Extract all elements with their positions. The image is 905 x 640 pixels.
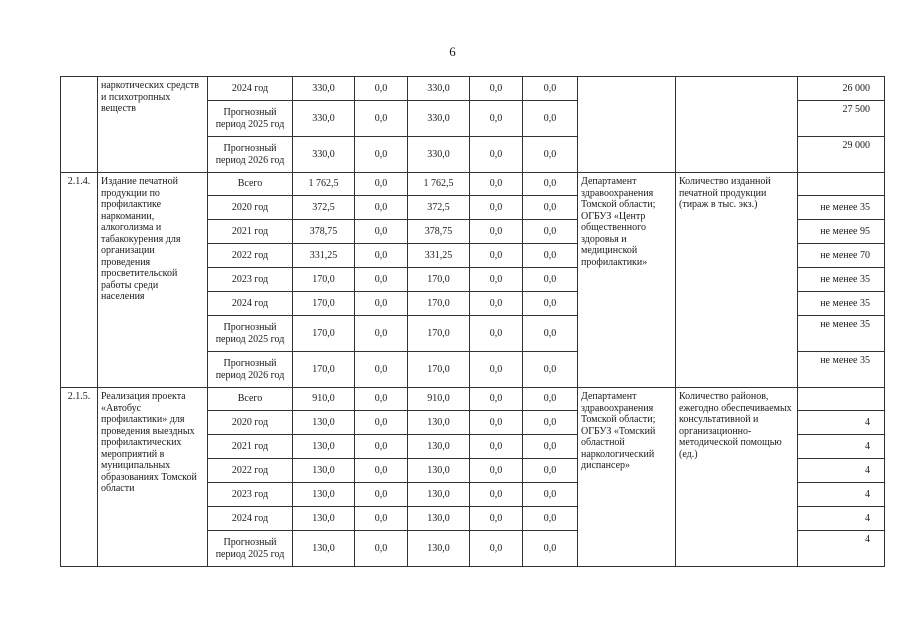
regional-cell: 330,0 <box>408 101 470 137</box>
result-cell: 27 500 <box>798 101 885 137</box>
result-cell: 4 <box>798 435 885 459</box>
federal-cell: 0,0 <box>355 411 408 435</box>
extrabudget-cell: 0,0 <box>523 292 578 316</box>
total-cell: 130,0 <box>293 531 355 567</box>
total-cell: 130,0 <box>293 411 355 435</box>
period-cell: 2024 год <box>208 77 293 101</box>
table-row <box>61 173 885 196</box>
total-cell: 330,0 <box>293 137 355 173</box>
measure-code: 2.1.4. <box>61 173 98 388</box>
total-cell: 1 762,5 <box>293 173 355 196</box>
local-cell: 0,0 <box>470 268 523 292</box>
period-cell: 2024 год <box>208 507 293 531</box>
federal-cell: 0,0 <box>355 101 408 137</box>
total-cell: 330,0 <box>293 101 355 137</box>
extrabudget-cell: 0,0 <box>523 352 578 388</box>
table-row <box>61 388 885 411</box>
result-cell <box>798 388 885 411</box>
total-cell: 170,0 <box>293 352 355 388</box>
total-cell: 372,5 <box>293 196 355 220</box>
regional-cell: 130,0 <box>408 459 470 483</box>
regional-cell: 130,0 <box>408 435 470 459</box>
local-cell: 0,0 <box>470 173 523 196</box>
local-cell: 0,0 <box>470 244 523 268</box>
result-cell: не менее 35 <box>798 316 885 352</box>
federal-cell: 0,0 <box>355 388 408 411</box>
total-cell: 130,0 <box>293 435 355 459</box>
period-cell: 2023 год <box>208 483 293 507</box>
local-cell: 0,0 <box>470 352 523 388</box>
extrabudget-cell: 0,0 <box>523 388 578 411</box>
total-cell: 910,0 <box>293 388 355 411</box>
result-cell: не менее 70 <box>798 244 885 268</box>
local-cell: 0,0 <box>470 531 523 567</box>
federal-cell: 0,0 <box>355 352 408 388</box>
period-cell: 2022 год <box>208 244 293 268</box>
local-cell: 0,0 <box>470 101 523 137</box>
period-cell: 2021 год <box>208 435 293 459</box>
regional-cell: 130,0 <box>408 531 470 567</box>
period-cell: Прогнозный период 2025 год <box>208 531 293 567</box>
indicator-cell <box>676 77 798 173</box>
federal-cell: 0,0 <box>355 268 408 292</box>
local-cell: 0,0 <box>470 459 523 483</box>
indicator-cell: Количество районов, ежегодно обеспечиваемых консультативной и организационно-методической помощью (ед.) <box>676 388 798 567</box>
result-cell: 26 000 <box>798 77 885 101</box>
period-cell: Всего <box>208 173 293 196</box>
regional-cell: 130,0 <box>408 483 470 507</box>
measure-code <box>61 77 98 173</box>
extrabudget-cell: 0,0 <box>523 77 578 101</box>
result-cell: 4 <box>798 531 885 567</box>
local-cell: 0,0 <box>470 507 523 531</box>
executor-cell: Департамент здравоохранения Томской области; ОГБУЗ «Томский областной наркологический диспансер» <box>578 388 676 567</box>
regional-cell: 130,0 <box>408 507 470 531</box>
federal-cell: 0,0 <box>355 77 408 101</box>
extrabudget-cell: 0,0 <box>523 531 578 567</box>
federal-cell: 0,0 <box>355 292 408 316</box>
regional-cell: 170,0 <box>408 352 470 388</box>
total-cell: 170,0 <box>293 292 355 316</box>
period-cell: Прогнозный период 2026 год <box>208 137 293 173</box>
result-cell: не менее 35 <box>798 268 885 292</box>
total-cell: 130,0 <box>293 483 355 507</box>
table-row <box>61 77 885 101</box>
result-cell: 4 <box>798 411 885 435</box>
regional-cell: 330,0 <box>408 77 470 101</box>
federal-cell: 0,0 <box>355 316 408 352</box>
local-cell: 0,0 <box>470 435 523 459</box>
total-cell: 330,0 <box>293 77 355 101</box>
local-cell: 0,0 <box>470 220 523 244</box>
measure-code: 2.1.5. <box>61 388 98 567</box>
regional-cell: 372,5 <box>408 196 470 220</box>
measure-name: Издание печатной продукции по профилактике наркомании, алкоголизма и табакокурения для организации проведения просветительской работы среди населения <box>98 173 208 388</box>
federal-cell: 0,0 <box>355 244 408 268</box>
result-cell: 4 <box>798 459 885 483</box>
local-cell: 0,0 <box>470 483 523 507</box>
result-cell: не менее 35 <box>798 196 885 220</box>
regional-cell: 378,75 <box>408 220 470 244</box>
extrabudget-cell: 0,0 <box>523 196 578 220</box>
regional-cell: 330,0 <box>408 137 470 173</box>
period-cell: Прогнозный период 2025 год <box>208 316 293 352</box>
regional-cell: 1 762,5 <box>408 173 470 196</box>
local-cell: 0,0 <box>470 411 523 435</box>
regional-cell: 170,0 <box>408 316 470 352</box>
extrabudget-cell: 0,0 <box>523 244 578 268</box>
extrabudget-cell: 0,0 <box>523 459 578 483</box>
federal-cell: 0,0 <box>355 507 408 531</box>
federal-cell: 0,0 <box>355 483 408 507</box>
result-cell: не менее 95 <box>798 220 885 244</box>
federal-cell: 0,0 <box>355 459 408 483</box>
total-cell: 130,0 <box>293 459 355 483</box>
total-cell: 170,0 <box>293 268 355 292</box>
period-cell: 2020 год <box>208 411 293 435</box>
regional-cell: 170,0 <box>408 268 470 292</box>
regional-cell: 170,0 <box>408 292 470 316</box>
local-cell: 0,0 <box>470 292 523 316</box>
result-cell: 29 000 <box>798 137 885 173</box>
extrabudget-cell: 0,0 <box>523 137 578 173</box>
federal-cell: 0,0 <box>355 173 408 196</box>
table-body <box>61 77 885 567</box>
result-cell: 4 <box>798 483 885 507</box>
local-cell: 0,0 <box>470 137 523 173</box>
local-cell: 0,0 <box>470 196 523 220</box>
extrabudget-cell: 0,0 <box>523 101 578 137</box>
period-cell: 2024 год <box>208 292 293 316</box>
regional-cell: 130,0 <box>408 411 470 435</box>
result-cell: не менее 35 <box>798 352 885 388</box>
federal-cell: 0,0 <box>355 531 408 567</box>
result-cell: 4 <box>798 507 885 531</box>
federal-cell: 0,0 <box>355 220 408 244</box>
extrabudget-cell: 0,0 <box>523 507 578 531</box>
federal-cell: 0,0 <box>355 137 408 173</box>
extrabudget-cell: 0,0 <box>523 316 578 352</box>
period-cell: 2020 год <box>208 196 293 220</box>
period-cell: Прогнозный период 2026 год <box>208 352 293 388</box>
extrabudget-cell: 0,0 <box>523 220 578 244</box>
program-table <box>60 76 885 567</box>
local-cell: 0,0 <box>470 388 523 411</box>
local-cell: 0,0 <box>470 316 523 352</box>
total-cell: 130,0 <box>293 507 355 531</box>
period-cell: 2023 год <box>208 268 293 292</box>
measure-name: Реализация проекта «Автобус профилактики» для проведения выездных профилактических мероприятий в муниципальных образованиях Томской области <box>98 388 208 567</box>
executor-cell <box>578 77 676 173</box>
measure-name: наркотических средств и психотропных веществ <box>98 77 208 173</box>
total-cell: 331,25 <box>293 244 355 268</box>
period-cell: 2022 год <box>208 459 293 483</box>
federal-cell: 0,0 <box>355 196 408 220</box>
extrabudget-cell: 0,0 <box>523 411 578 435</box>
extrabudget-cell: 0,0 <box>523 268 578 292</box>
period-cell: Всего <box>208 388 293 411</box>
period-cell: 2021 год <box>208 220 293 244</box>
executor-cell: Департамент здравоохранения Томской области; ОГБУЗ «Центр общественного здоровья и медицинской профилактики» <box>578 173 676 388</box>
total-cell: 378,75 <box>293 220 355 244</box>
result-cell: не менее 35 <box>798 292 885 316</box>
total-cell: 170,0 <box>293 316 355 352</box>
local-cell: 0,0 <box>470 77 523 101</box>
indicator-cell: Количество изданной печатной продукции (тираж в тыс. экз.) <box>676 173 798 388</box>
regional-cell: 331,25 <box>408 244 470 268</box>
extrabudget-cell: 0,0 <box>523 435 578 459</box>
page-number: 6 <box>449 44 456 59</box>
regional-cell: 910,0 <box>408 388 470 411</box>
extrabudget-cell: 0,0 <box>523 173 578 196</box>
result-cell <box>798 173 885 196</box>
period-cell: Прогнозный период 2025 год <box>208 101 293 137</box>
federal-cell: 0,0 <box>355 435 408 459</box>
extrabudget-cell: 0,0 <box>523 483 578 507</box>
